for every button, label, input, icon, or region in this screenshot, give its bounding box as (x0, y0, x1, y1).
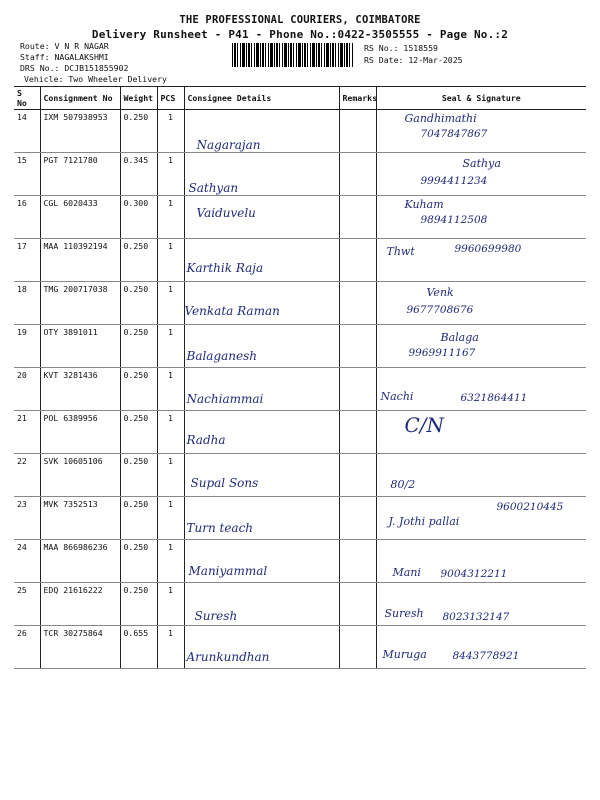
consignee-name: Sathyan (188, 181, 239, 195)
col-pcs-header: PCS (157, 87, 184, 110)
consignee-cell (184, 110, 339, 153)
handwritten-signature: Kuham (404, 198, 444, 211)
pcs-value: 1 (157, 325, 184, 368)
handwritten-phone: 9960699980 (454, 243, 522, 255)
handwritten-signature: 80/2 (390, 478, 416, 491)
consignee-cell (184, 239, 339, 282)
table-row (14, 325, 586, 368)
remarks-cell (339, 110, 376, 153)
table-header-row (14, 87, 586, 110)
consignment-number: TCR 30275864 (40, 626, 120, 669)
signature-cell (376, 110, 586, 153)
consignee-name: Balaganesh (186, 349, 258, 363)
remarks-cell (339, 282, 376, 325)
table-row (14, 153, 586, 196)
handwritten-phone: 7047847867 (420, 128, 488, 140)
remarks-cell (339, 626, 376, 669)
col-consignment-header: Consignment No (40, 87, 120, 110)
weight-value: 0.250 (120, 454, 157, 497)
consignment-number: EDQ 21616222 (40, 583, 120, 626)
vehicle-label: Vehicle: Two Wheeler Delivery (24, 74, 167, 84)
consignee-name: Supal Sons (190, 476, 259, 490)
table-row (14, 196, 586, 239)
pcs-value: 1 (157, 153, 184, 196)
consignee-cell (184, 153, 339, 196)
handwritten-phone: 8443778921 (452, 650, 520, 662)
pcs-value: 1 (157, 411, 184, 454)
pcs-value: 1 (157, 368, 184, 411)
consignment-number: IXM 507938953 (40, 110, 120, 153)
consignment-number: OTY 3891011 (40, 325, 120, 368)
serial-number: 16 (14, 196, 40, 239)
consignee-name: Vaiduvelu (196, 206, 256, 220)
serial-number: 24 (14, 540, 40, 583)
consignment-number: SVK 10605106 (40, 454, 120, 497)
signature-cell (376, 282, 586, 325)
rs-number: RS No.: 1518559 (364, 43, 438, 53)
col-sno-header: S No (14, 87, 40, 110)
pcs-value: 1 (157, 497, 184, 540)
runsheet-title: Delivery Runsheet - P41 - Phone No.:0422-3505555 - Page No.:2 (91, 28, 509, 41)
consignee-cell (184, 368, 339, 411)
consignment-number: MAA 110392194 (40, 239, 120, 282)
company-title: THE PROFESSIONAL COURIERS, COIMBATORE (179, 14, 421, 26)
route-label: Route: V N R NAGAR (20, 41, 109, 51)
weight-value: 0.250 (120, 540, 157, 583)
pcs-value: 1 (157, 454, 184, 497)
drs-label: DRS No.: DCJB151855902 (20, 63, 129, 73)
consignment-number: POL 6389956 (40, 411, 120, 454)
serial-number: 23 (14, 497, 40, 540)
serial-number: 15 (14, 153, 40, 196)
consignee-name: Nagarajan (196, 138, 261, 152)
handwritten-phone: 9969911167 (408, 347, 476, 359)
pcs-value: 1 (157, 583, 184, 626)
handwritten-signature: Muruga (382, 648, 427, 661)
consignment-number: PGT 7121780 (40, 153, 120, 196)
weight-value: 0.655 (120, 626, 157, 669)
handwritten-signature: Balaga (440, 331, 479, 344)
serial-number: 18 (14, 282, 40, 325)
signature-cell (376, 583, 586, 626)
remarks-cell (339, 153, 376, 196)
serial-number: 21 (14, 411, 40, 454)
runsheet-table (14, 86, 586, 669)
serial-number: 20 (14, 368, 40, 411)
weight-value: 0.250 (120, 583, 157, 626)
handwritten-phone: 8023132147 (442, 611, 510, 623)
weight-value: 0.250 (120, 411, 157, 454)
signature-cell (376, 153, 586, 196)
table-row (14, 411, 586, 454)
pcs-value: 1 (157, 196, 184, 239)
consignee-name: Nachiammai (186, 392, 264, 406)
table-row (14, 110, 586, 153)
handwritten-signature: Mani (392, 566, 421, 579)
weight-value: 0.250 (120, 368, 157, 411)
handwritten-phone: 9994411234 (420, 175, 488, 187)
remarks-cell (339, 368, 376, 411)
consignee-cell (184, 454, 339, 497)
col-weight-header: Weight (120, 87, 157, 110)
serial-number: 25 (14, 583, 40, 626)
handwritten-phone: 9677708676 (406, 304, 474, 316)
handwritten-signature: Suresh (384, 607, 424, 620)
consignee-cell (184, 325, 339, 368)
weight-value: 0.250 (120, 110, 157, 153)
serial-number: 26 (14, 626, 40, 669)
pcs-value: 1 (157, 282, 184, 325)
table-row (14, 626, 586, 669)
table-row (14, 540, 586, 583)
handwritten-phone: 9004312211 (440, 568, 508, 580)
col-signature-header: Seal & Signature (376, 87, 586, 110)
remarks-cell (339, 583, 376, 626)
remarks-cell (339, 325, 376, 368)
consignee-name: Maniyammal (188, 564, 268, 578)
weight-value: 0.300 (120, 196, 157, 239)
consignee-name: Suresh (194, 609, 238, 623)
remarks-cell (339, 411, 376, 454)
consignee-cell (184, 583, 339, 626)
pcs-value: 1 (157, 540, 184, 583)
consignment-number: MVK 7352513 (40, 497, 120, 540)
consignee-name: Venkata Raman (184, 304, 280, 318)
handwritten-phone: 9894112508 (420, 214, 488, 226)
handwritten-signature: Thwt (386, 245, 415, 258)
consignee-cell (184, 497, 339, 540)
remarks-cell (339, 540, 376, 583)
handwritten-signature: Nachi (380, 390, 414, 403)
serial-number: 19 (14, 325, 40, 368)
staff-label: Staff: NAGALAKSHMI (20, 52, 109, 62)
table-row (14, 239, 586, 282)
col-consignee-header: Consignee Details (184, 87, 339, 110)
consignment-number: KVT 3281436 (40, 368, 120, 411)
consignee-cell (184, 196, 339, 239)
weight-value: 0.250 (120, 497, 157, 540)
handwritten-signature: Sathya (462, 157, 501, 170)
handwritten-signature: Gandhimathi (404, 112, 477, 125)
signature-cell (376, 368, 586, 411)
consignee-name: Karthik Raja (186, 261, 264, 275)
table-row (14, 282, 586, 325)
weight-value: 0.345 (120, 153, 157, 196)
pcs-value: 1 (157, 239, 184, 282)
rs-date: RS Date: 12-Mar-2025 (364, 55, 463, 65)
consignment-number: CGL 6020433 (40, 196, 120, 239)
consignee-name: Turn teach (186, 521, 254, 535)
consignment-number: TMG 200717038 (40, 282, 120, 325)
remarks-cell (339, 497, 376, 540)
table-row (14, 454, 586, 497)
consignee-cell (184, 411, 339, 454)
signature-cell (376, 626, 586, 669)
serial-number: 17 (14, 239, 40, 282)
signature-cell (376, 239, 586, 282)
remarks-cell (339, 239, 376, 282)
barcode-image (232, 43, 354, 67)
signature-cell (376, 325, 586, 368)
handwritten-phone: 6321864411 (460, 392, 528, 404)
consignee-name: Arunkundhan (186, 650, 270, 664)
signature-cell (376, 411, 586, 454)
pcs-value: 1 (157, 626, 184, 669)
col-remarks-header: Remarks (339, 87, 376, 110)
consignment-number: MAA 866986236 (40, 540, 120, 583)
consignee-cell (184, 540, 339, 583)
signature-cell (376, 540, 586, 583)
remarks-cell (339, 454, 376, 497)
pcs-value: 1 (157, 110, 184, 153)
table-row (14, 497, 586, 540)
serial-number: 22 (14, 454, 40, 497)
consignee-name: Radha (186, 433, 226, 447)
signature-cell (376, 196, 586, 239)
signature-cell (376, 497, 586, 540)
consignee-cell (184, 282, 339, 325)
remarks-cell (339, 196, 376, 239)
serial-number: 14 (14, 110, 40, 153)
handwritten-signature: J. Jothi pallai (388, 515, 460, 528)
weight-value: 0.250 (120, 282, 157, 325)
table-row (14, 368, 586, 411)
weight-value: 0.250 (120, 239, 157, 282)
handwritten-phone: 9600210445 (496, 501, 564, 513)
handwritten-signature: C/N (404, 413, 445, 437)
handwritten-signature: Venk (426, 286, 454, 299)
table-row (14, 583, 586, 626)
signature-cell (376, 454, 586, 497)
consignee-cell (184, 626, 339, 669)
weight-value: 0.250 (120, 325, 157, 368)
